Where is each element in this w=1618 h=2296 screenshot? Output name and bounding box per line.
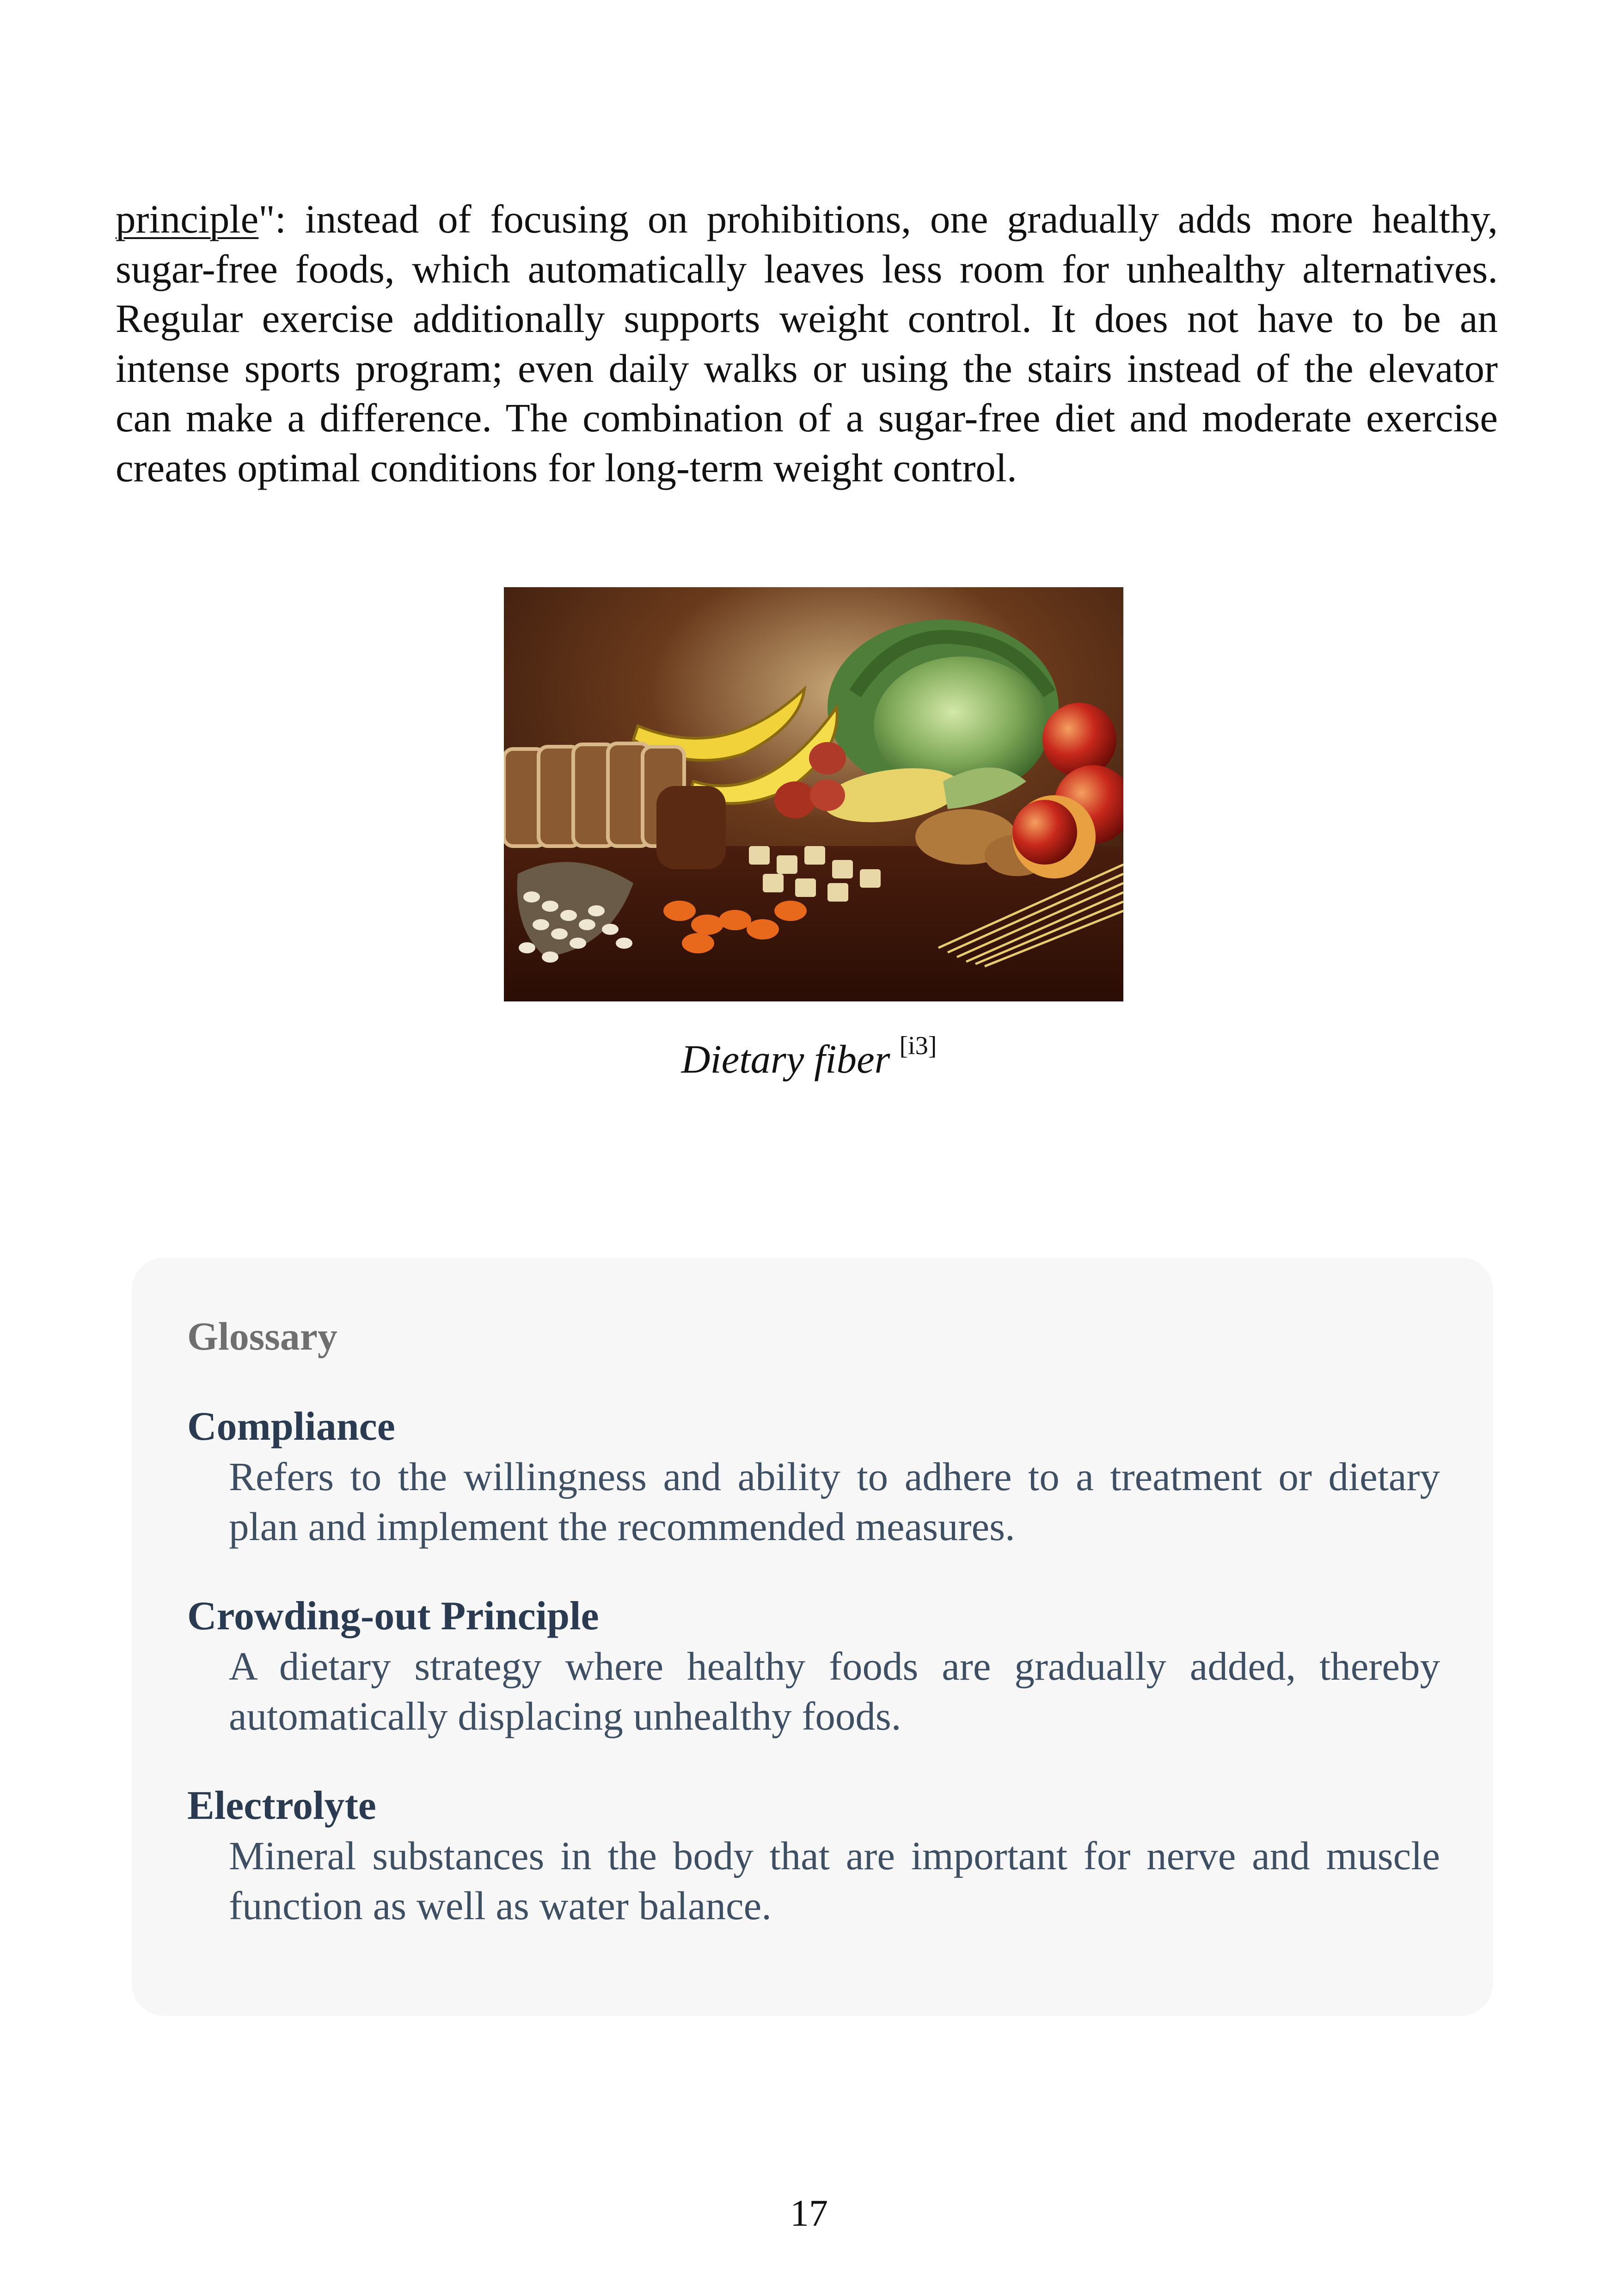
figure-caption — [0, 1031, 1618, 1082]
paragraph-text: ": instead of focusing on prohibitions, one gradually adds more healthy, sugar-free foods, which automatically leaves less room for unhealthy alternatives. Regular exercise additionally supports weight control. It does not have to be an intense sports program; even daily walks or using the stairs instead of the elevator can make a difference. The combination of a sugar-free diet and moderate exercise creates optimal conditions for long-term weight control. — [116, 196, 1498, 490]
glossary-definition-electrolyte: Mineral substances in the body that are important for nerve and muscle function as well as water balance. — [229, 1833, 1440, 1928]
dietary-fiber-photo — [504, 587, 1123, 1001]
glossary-term-crowding-out-principle: Crowding-out Principle — [187, 1594, 599, 1639]
body-paragraph — [116, 194, 1498, 492]
glossary-title: Glossary — [187, 1314, 337, 1358]
page-number: 17 — [790, 2192, 828, 2234]
glossary-term-compliance: Compliance — [187, 1404, 395, 1449]
caption-reference[interactable]: [i3] — [899, 1031, 937, 1060]
caption-text: Dietary fiber — [681, 1037, 890, 1081]
glossary-definition-compliance: Refers to the willingness and ability to adhere to a treatment or dietary plan and implement the recommended measures. — [229, 1454, 1440, 1549]
glossary-definition-crowding-out-principle: A dietary strategy where healthy foods are gradually added, thereby automatically displacing unhealthy foods. — [229, 1644, 1440, 1738]
glossary-box — [132, 1258, 1493, 2016]
principle-link[interactable]: principle — [116, 196, 259, 241]
glossary-term-electrolyte: Electrolyte — [187, 1783, 376, 1828]
